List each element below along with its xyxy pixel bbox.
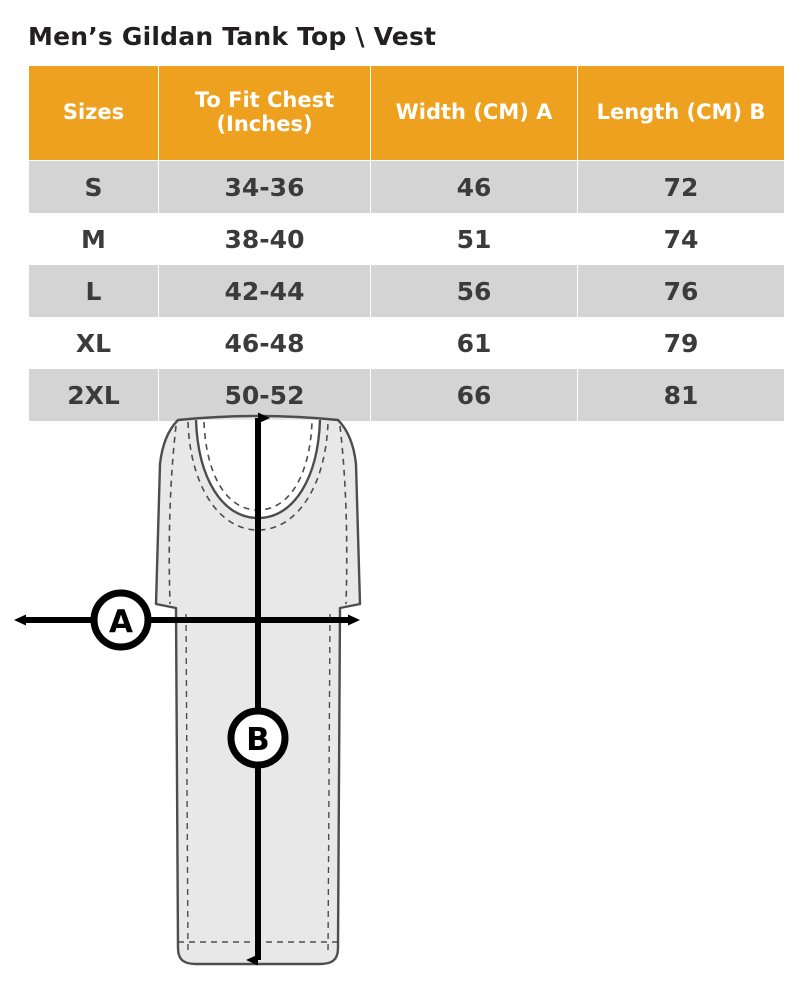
badge-a-label: A — [109, 604, 133, 640]
cell-size: S — [29, 161, 159, 214]
cell-width: 46 — [371, 161, 578, 214]
cell-size: L — [29, 265, 159, 317]
table-header-row — [29, 66, 785, 161]
table-row — [29, 161, 785, 214]
column-header-chest: To Fit Chest (Inches) — [159, 66, 371, 161]
page-title: Men’s Gildan Tank Top \ Vest — [28, 22, 437, 51]
badge-b — [231, 711, 285, 765]
table-row — [29, 213, 785, 265]
cell-chest: 46-48 — [159, 317, 371, 369]
cell-size: M — [29, 213, 159, 265]
column-header-length: Length (CM) B — [578, 66, 785, 161]
cell-chest: 38-40 — [159, 213, 371, 265]
column-header-sizes: Sizes — [29, 66, 159, 161]
cell-size: XL — [29, 317, 159, 369]
table-header — [29, 66, 785, 161]
size-table — [28, 65, 785, 421]
cell-width: 61 — [371, 317, 578, 369]
table-row — [29, 265, 785, 317]
garment-diagram — [0, 408, 812, 1000]
cell-chest: 34-36 — [159, 161, 371, 214]
cell-chest: 50-52 — [159, 369, 371, 421]
cell-width: 51 — [371, 213, 578, 265]
badge-b-label: B — [246, 722, 270, 758]
cell-width: 56 — [371, 265, 578, 317]
cell-size: 2XL — [29, 369, 159, 421]
badge-a — [94, 593, 148, 647]
cell-length: 74 — [578, 213, 785, 265]
cell-width: 66 — [371, 369, 578, 421]
cell-length: 76 — [578, 265, 785, 317]
cell-length: 79 — [578, 317, 785, 369]
cell-length: 72 — [578, 161, 785, 214]
cell-length: 81 — [578, 369, 785, 421]
table-body — [29, 161, 785, 422]
column-header-width: Width (CM) A — [371, 66, 578, 161]
table-row — [29, 317, 785, 369]
cell-chest: 42-44 — [159, 265, 371, 317]
